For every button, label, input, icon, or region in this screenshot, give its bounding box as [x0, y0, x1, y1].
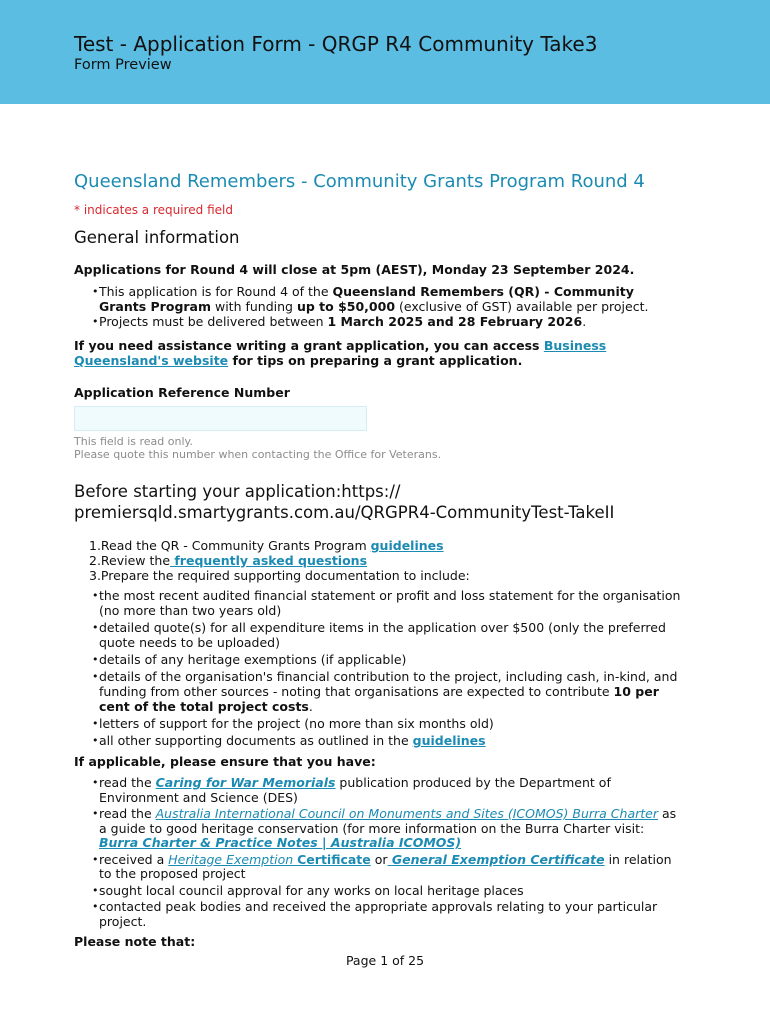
ref-number-input[interactable]: [74, 406, 367, 431]
form-title: Queensland Remembers - Community Grants Program Round 4: [74, 171, 645, 192]
list-item: • the most recent audited financial statement or profit and loss statement for the organisation (no more than two years old): [74, 588, 684, 618]
list-item: • received a Heritage Exemption Certificate or General Exemption Certificate in relation to the proposed project: [74, 853, 684, 882]
heritage-exemption-link[interactable]: Heritage Exemption: [168, 851, 298, 867]
war-memorials-link[interactable]: Caring for War Memorials: [155, 775, 336, 790]
burra-charter-link[interactable]: Australia International Council on Monuments and Sites (ICOMOS) Burra Charter: [155, 806, 658, 821]
list-item: • letters of support for the project (no more than six months old): [74, 716, 684, 731]
documents-list: [74, 588, 684, 748]
form-content: [74, 170, 684, 949]
general-exemption-link[interactable]: General Exemption Certificate: [387, 851, 605, 867]
ref-label: Application Reference Number: [74, 385, 290, 400]
list-item: • details of any heritage exemptions (if applicable): [74, 652, 684, 667]
business-qld-link[interactable]: Business Queensland's website: [74, 338, 607, 368]
faq-link[interactable]: frequently asked questions: [170, 553, 368, 568]
page-number: Page 1 of 25: [345, 953, 425, 968]
list-item: • This application is for Round 4 of the Queensland Remembers (QR) - Community Grants Program with funding up to $50,000 (exclusive of GST) available per project.: [74, 284, 684, 314]
ensure-list: [74, 776, 684, 929]
app-title: Test - Application Form - QRGP R4 Community Take3: [74, 32, 598, 56]
certificate-link[interactable]: Certificate: [297, 851, 371, 867]
list-item: • detailed quote(s) for all expenditure items in the application over $500 (only the preferred quote needs to be uploaded): [74, 620, 684, 650]
close-notice: Applications for Round 4 will close at 5pm (AEST), Monday 23 September 2024.: [74, 262, 635, 277]
before-heading: Before starting your application:https:// premiersqld.smartygrants.com.au/QRGPR4-CommunityTest-TakeII: [74, 482, 615, 522]
ref-help-text: This field is read only. Please quote this number when contacting the Office for Veterans.: [74, 435, 442, 461]
ensure-heading: If applicable, please ensure that you have:: [74, 754, 376, 769]
page-header: [0, 0, 770, 104]
assist-text: If you need assistance writing a grant application, you can access Business Queensland's website for tips on preparing a grant application.: [74, 338, 607, 368]
app-subtitle: Form Preview: [74, 57, 172, 73]
section-title: General information: [74, 228, 240, 247]
list-item: • Projects must be delivered between 1 March 2025 and 28 February 2026.: [74, 314, 684, 329]
list-item: • sought local council approval for any works on local heritage places: [74, 884, 684, 899]
intro-list: [74, 284, 684, 329]
list-item: • read the Caring for War Memorials publication produced by the Department of Environment and Science (DES): [74, 776, 684, 805]
list-item: • contacted peak bodies and received the appropriate approvals relating to your particular project.: [74, 900, 684, 929]
list-item: • read the Australia International Council on Monuments and Sites (ICOMOS) Burra Charter as a guide to good heritage conservation (for more information on the Burra Charter visit: Burra Charter & Practice Notes | Australia ICOMOS): [74, 807, 684, 851]
list-item: • details of the organisation's financial contribution to the project, including cash, in-kind, and funding from other sources - noting that organisations are expected to contribute 10 per cent of the total project costs.: [74, 669, 684, 714]
required-note: * indicates a required field: [74, 203, 233, 217]
list-item: 3.Prepare the required supporting documentation to include:: [89, 568, 470, 583]
guidelines-link[interactable]: guidelines: [370, 538, 444, 553]
list-item: 2.Review the frequently asked questions: [89, 553, 368, 568]
steps-list: [74, 538, 684, 583]
note-heading: Please note that:: [74, 934, 196, 949]
list-item: • all other supporting documents as outlined in the guidelines: [74, 733, 684, 748]
list-item: 1.Read the QR - Community Grants Program guidelines: [89, 538, 444, 553]
icomos-link[interactable]: Burra Charter & Practice Notes | Australia ICOMOS): [99, 835, 462, 850]
guidelines-link[interactable]: guidelines: [412, 733, 486, 748]
